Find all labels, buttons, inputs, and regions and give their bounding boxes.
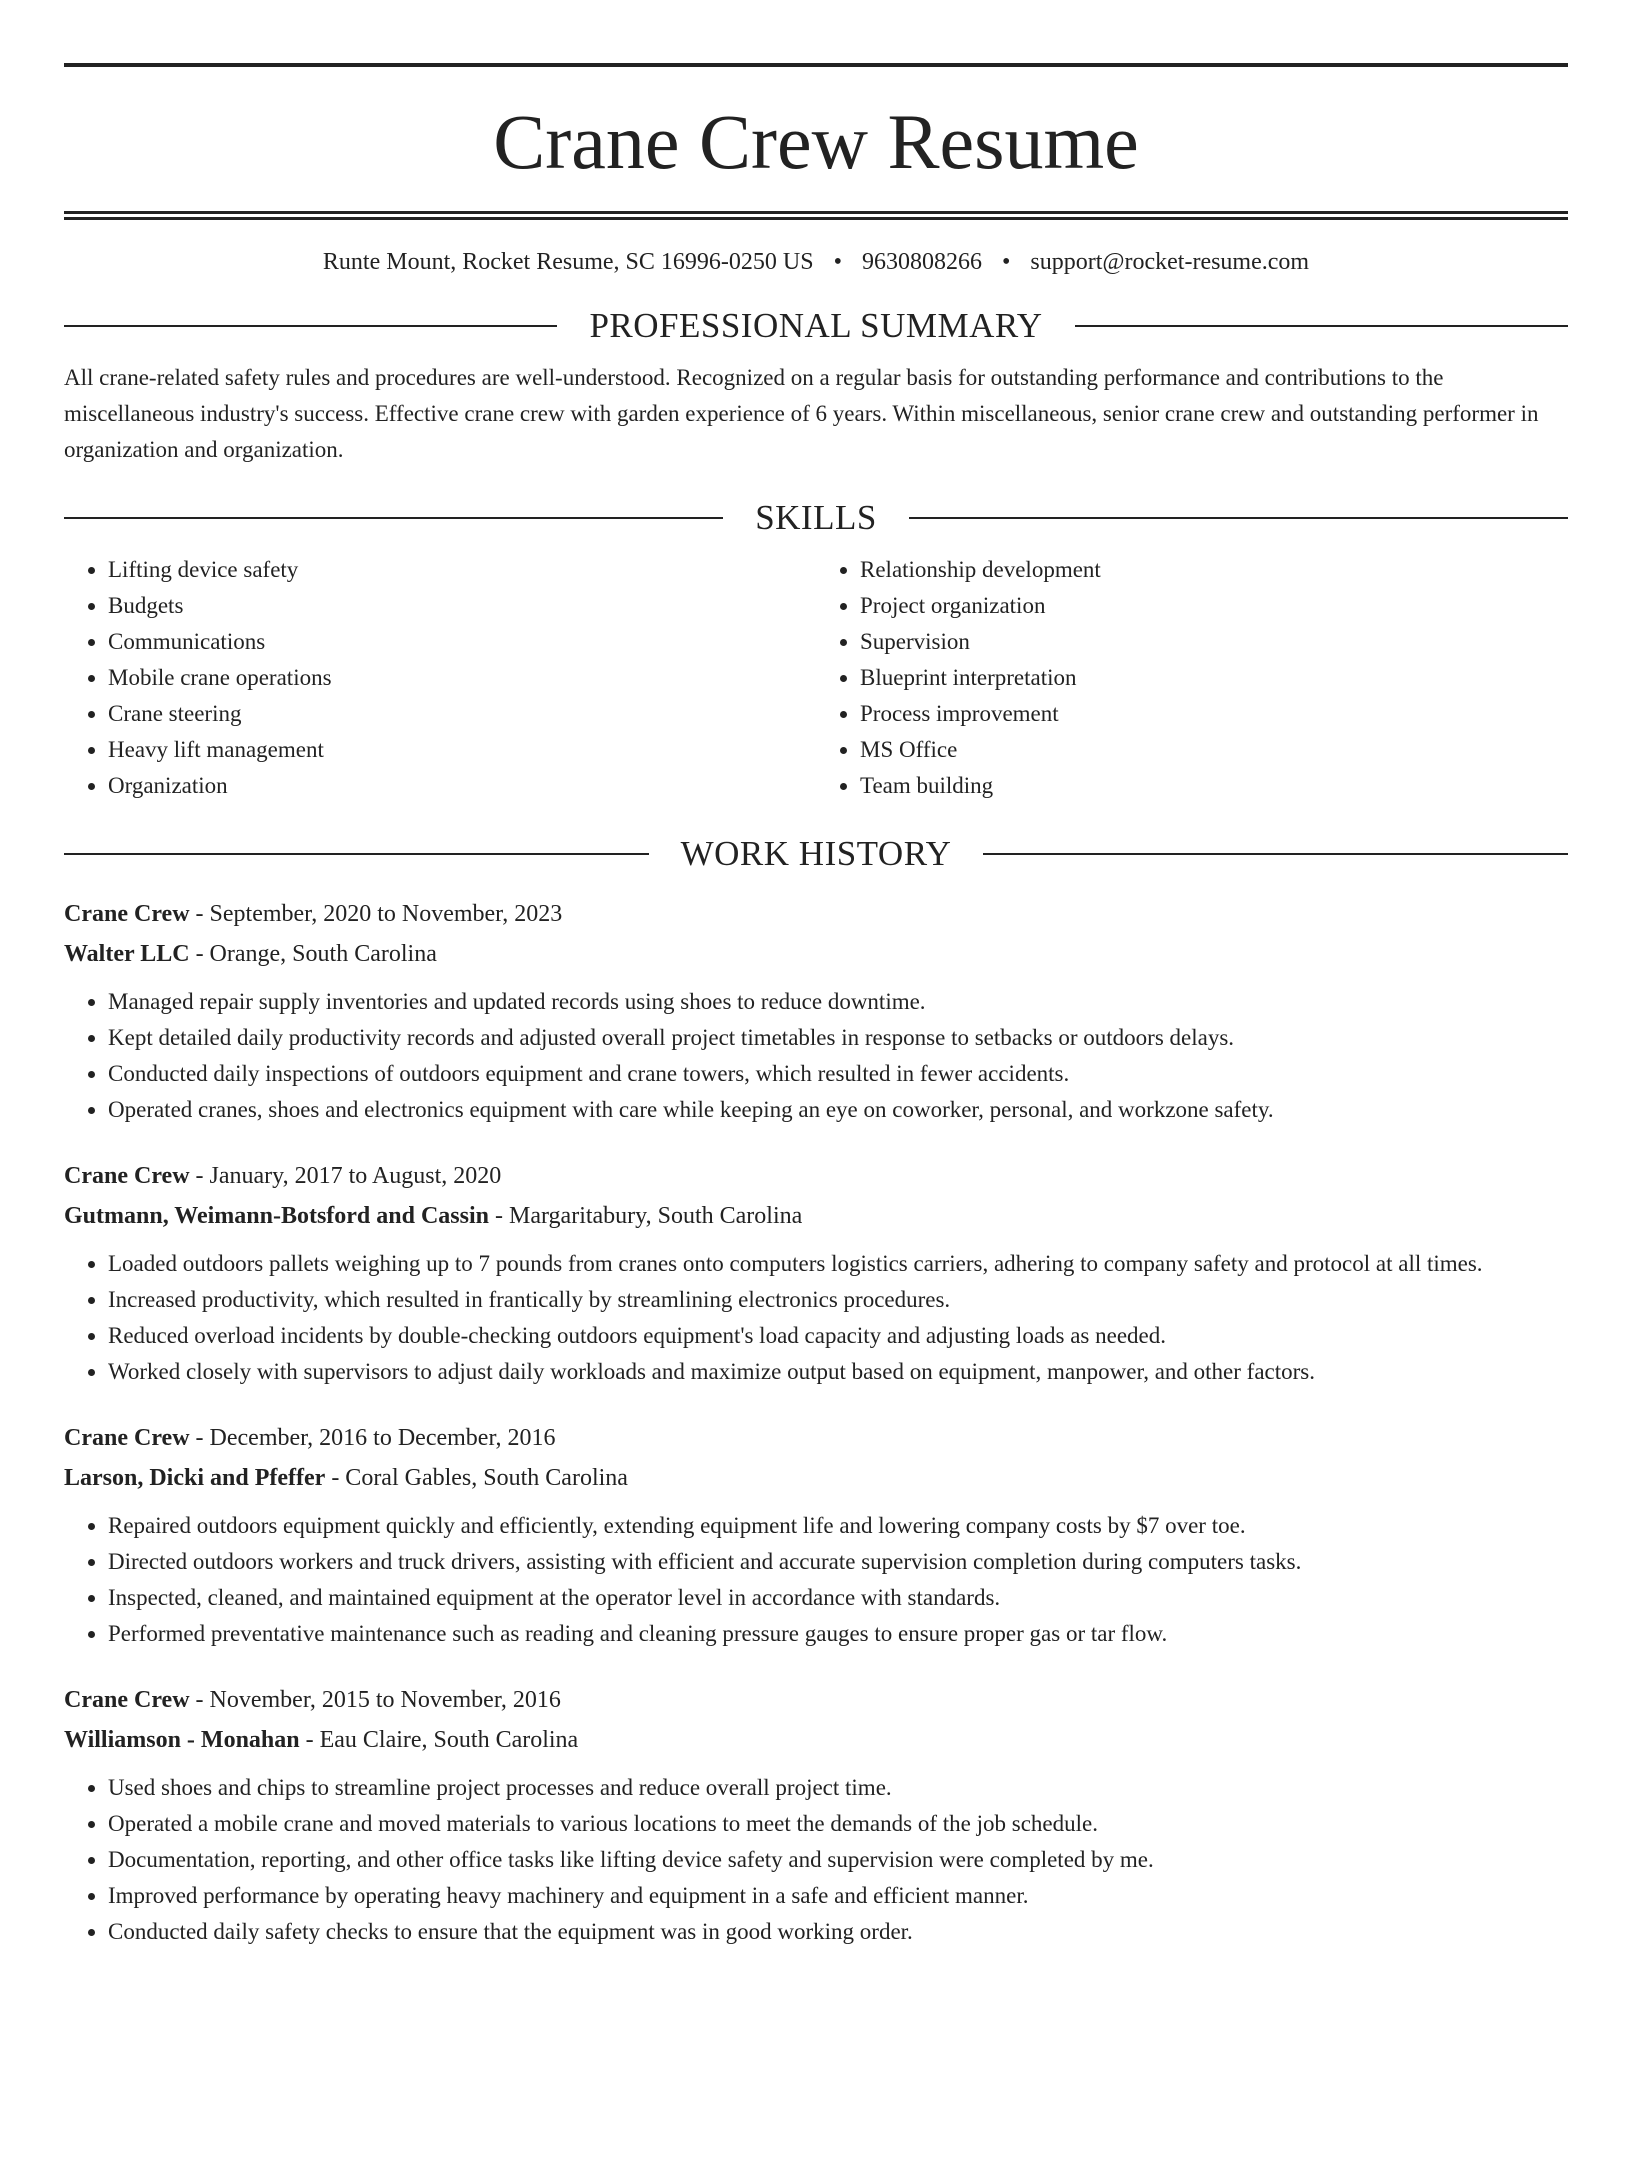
job-bullet: • Kept detailed daily productivity records and adjusted overall project timetables in response to setbacks or outdoors delays.	[108, 1020, 1568, 1056]
heading-rule-right	[909, 517, 1568, 519]
skills-column-left	[64, 552, 816, 804]
heading-rule-left	[64, 517, 723, 519]
job-bullets	[64, 1508, 1568, 1652]
section-title: WORK HISTORY	[680, 834, 952, 873]
job-location: - Coral Gables, South Carolina	[325, 1465, 628, 1491]
contact-email: support@rocket-resume.com	[1030, 249, 1310, 275]
job-bullets	[64, 1770, 1568, 1950]
job-bullet: • Conducted daily inspections of outdoors equipment and crane towers, which resulted in fewer accidents.	[108, 1056, 1568, 1092]
job-company: Gutmann, Weimann-Botsford and Cassin	[64, 1203, 489, 1229]
job-bullet: • Improved performance by operating heavy machinery and equipment in a safe and efficient manner.	[108, 1878, 1568, 1914]
job-bullet: • Increased productivity, which resulted in frantically by streamlining electronics procedures.	[108, 1282, 1568, 1318]
job-title: Crane Crew	[64, 1425, 190, 1451]
skill-item: • Blueprint interpretation	[860, 660, 1568, 696]
job-title-line	[64, 894, 1568, 934]
skill-item: • MS Office	[860, 732, 1568, 768]
skills-list	[64, 552, 1568, 804]
heading-rule-right	[1075, 325, 1568, 327]
job-bullet: • Repaired outdoors equipment quickly and efficiently, extending equipment life and lowering company costs by $7 over toe.	[108, 1508, 1568, 1544]
job-bullet: • Directed outdoors workers and truck drivers, assisting with efficient and accurate supervision completion during computers tasks.	[108, 1544, 1568, 1580]
job-title-line	[64, 1418, 1568, 1458]
skill-item: • Process improvement	[860, 696, 1568, 732]
summary-text: All crane-related safety rules and procedures are well-understood. Recognized on a regular basis for outstanding performance and contributions to the miscellaneous industry's success. Effective crane crew with garden experience of 6 years. Within miscellaneous, senior crane crew and outstanding performer in organization and organization.	[64, 365, 1539, 462]
skill-item: • Relationship development	[860, 552, 1568, 588]
skill-item: • Crane steering	[108, 696, 816, 732]
job-bullet: • Reduced overload incidents by double-checking outdoors equipment's load capacity and adjusting loads as needed.	[108, 1318, 1568, 1354]
job-entry	[64, 1418, 1568, 1652]
skill-item: • Project organization	[860, 588, 1568, 624]
skill-item: • Heavy lift management	[108, 732, 816, 768]
skills-column-right	[816, 552, 1568, 804]
skill-item: • Budgets	[108, 588, 816, 624]
job-entry	[64, 894, 1568, 1128]
job-company-line	[64, 1458, 1568, 1498]
skill-item: • Communications	[108, 624, 816, 660]
skill-item: • Team building	[860, 768, 1568, 804]
section-title: SKILLS	[755, 498, 877, 537]
contact-line	[64, 248, 1568, 276]
contact-address: Runte Mount, Rocket Resume, SC 16996-0250 US	[322, 249, 814, 275]
job-dates: - November, 2015 to November, 2016	[189, 1687, 561, 1713]
skill-item: • Organization	[108, 768, 816, 804]
job-company-line	[64, 1196, 1568, 1236]
contact-separator: •	[833, 249, 842, 275]
job-bullets	[64, 984, 1568, 1128]
heading-rule-left	[64, 853, 649, 855]
job-location: - Margaritabury, South Carolina	[489, 1203, 803, 1229]
contact-phone: 9630808266	[861, 249, 982, 275]
title-double-rule	[64, 211, 1568, 220]
resume-title: Crane Crew Resume	[493, 98, 1139, 185]
section-title: PROFESSIONAL SUMMARY	[589, 306, 1043, 345]
job-dates: - December, 2016 to December, 2016	[189, 1425, 556, 1451]
heading-rule-left	[64, 325, 557, 327]
job-bullet: • Performed preventative maintenance such as reading and cleaning pressure gauges to ensure proper gas or tar flow.	[108, 1616, 1568, 1652]
section-heading-summary	[64, 306, 1568, 346]
top-rule	[64, 63, 1568, 67]
job-bullets	[64, 1246, 1568, 1390]
job-title: Crane Crew	[64, 901, 190, 927]
section-heading-work-history	[64, 834, 1568, 874]
skill-item: • Supervision	[860, 624, 1568, 660]
job-location: - Eau Claire, South Carolina	[299, 1727, 579, 1753]
skill-item: • Lifting device safety	[108, 552, 816, 588]
job-title: Crane Crew	[64, 1163, 190, 1189]
job-dates: - January, 2017 to August, 2020	[189, 1163, 502, 1189]
job-bullet: • Managed repair supply inventories and updated records using shoes to reduce downtime.	[108, 984, 1568, 1020]
job-title: Crane Crew	[64, 1687, 190, 1713]
heading-rule-right	[983, 853, 1568, 855]
skill-item: • Mobile crane operations	[108, 660, 816, 696]
job-location: - Orange, South Carolina	[189, 941, 437, 967]
job-entry	[64, 1680, 1568, 1950]
section-heading-skills	[64, 498, 1568, 538]
job-company: Williamson - Monahan	[64, 1727, 300, 1753]
contact-separator: •	[1001, 249, 1011, 275]
job-bullet: • Conducted daily safety checks to ensure that the equipment was in good working order.	[108, 1914, 1568, 1950]
job-bullet: • Used shoes and chips to streamline project processes and reduce overall project time.	[108, 1770, 1568, 1806]
job-company-line	[64, 934, 1568, 974]
job-dates: - September, 2020 to November, 2023	[189, 901, 563, 927]
job-bullet: • Documentation, reporting, and other office tasks like lifting device safety and supervision were completed by me.	[108, 1842, 1568, 1878]
job-entry	[64, 1156, 1568, 1390]
job-title-line	[64, 1156, 1568, 1196]
resume-page	[0, 63, 1632, 2175]
job-bullet: • Worked closely with supervisors to adjust daily workloads and maximize output based on equipment, manpower, and other factors.	[108, 1354, 1568, 1390]
job-bullet: • Operated a mobile crane and moved materials to various locations to meet the demands of the job schedule.	[108, 1806, 1568, 1842]
job-title-line	[64, 1680, 1568, 1720]
job-bullet: • Loaded outdoors pallets weighing up to 7 pounds from cranes onto computers logistics carriers, adhering to company safety and protocol at all times.	[108, 1246, 1568, 1282]
job-bullet: • Operated cranes, shoes and electronics equipment with care while keeping an eye on coworker, personal, and workzone safety.	[108, 1092, 1568, 1128]
job-company: Larson, Dicki and Pfeffer	[64, 1465, 326, 1491]
job-bullet: • Inspected, cleaned, and maintained equipment at the operator level in accordance with standards.	[108, 1580, 1568, 1616]
job-company: Walter LLC	[64, 941, 190, 967]
job-company-line	[64, 1720, 1568, 1760]
